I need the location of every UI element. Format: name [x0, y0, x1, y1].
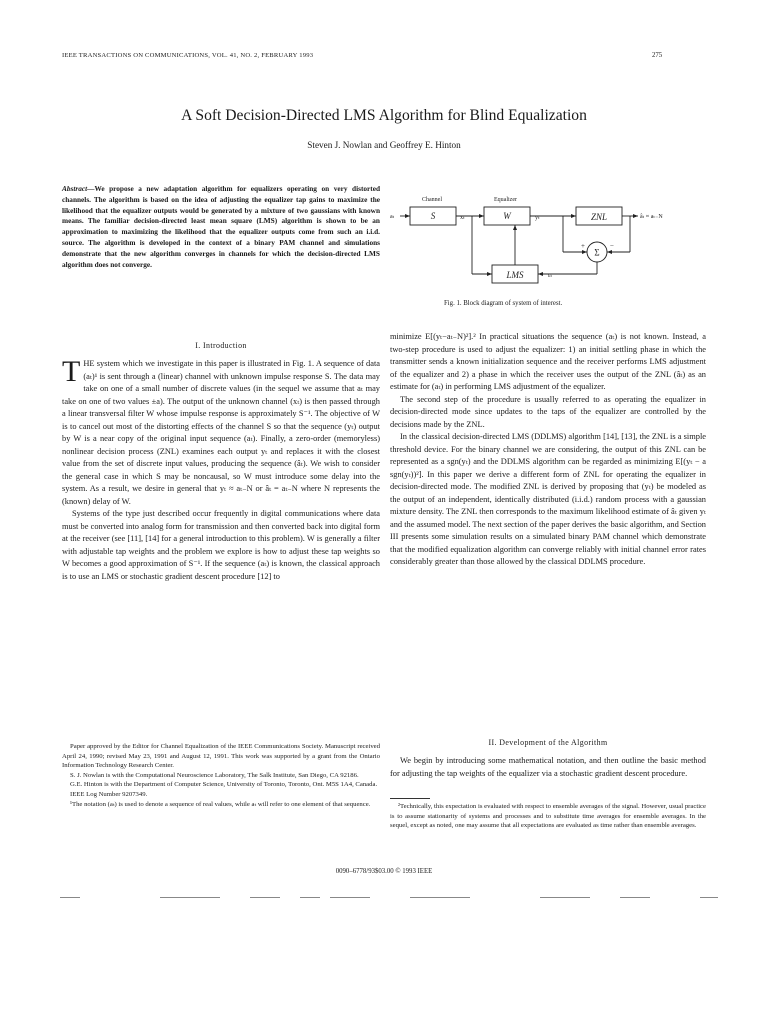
label-w: W: [503, 211, 511, 221]
copyright-footer: 0090–6778/93$03.00 © 1993 IEEE: [335, 868, 433, 875]
abstract: [62, 184, 380, 270]
scan-artifact: [250, 897, 280, 898]
footnote-2: [390, 802, 706, 831]
label-minus: −: [610, 242, 614, 250]
dropcap: T: [62, 355, 81, 388]
scan-artifact: [60, 897, 80, 898]
footnote-2-text: ²Technically, this expectation is evaluated with respect to ensemble averages of the signal. However, usual practice is to assume stationarity of systems and processes and to substitute time averages for ensemble averages. In the sequel, except as noted, one may assume that all expectations are evaluated as time rather than ensemble averages.: [390, 803, 706, 830]
label-s: S: [430, 211, 436, 221]
section-heading-1: I. Introduction: [195, 341, 247, 350]
footnotes-left: [62, 742, 380, 809]
intro-paragraph-1: [62, 355, 380, 508]
label-at: aₜ: [390, 214, 395, 220]
label-output: âₜ ≈ aₜ₋N: [640, 214, 663, 220]
label-channel: Channel: [422, 197, 442, 203]
scan-artifact: [410, 897, 470, 898]
footnote-rule: [390, 798, 430, 799]
right-paragraph-3: In the classical decision-directed LMS (DDLMS) algorithm [14], [13], the ZNL is a simple threshold device. For the binary channel we are considering, the output of this ZNL can be represented as a sgn(yₜ) and the DDLMS algorithm can be regarded as minimizing E[(yₜ − a sgn(yₜ))²]. In this paper we derive a different form of ZNL for operating the equalizer in decision-directed mode. The modified ZNL is derived by proposing that (yₜ) be modeled as the output of an independent, identically distributed (i.i.d.) random process with a gaussian mixture density. The ZNL then corresponds to the maximum likelihood estimate of âₜ given yₜ and the assumed model. The next section of the paper derives the basic algorithm, and Section III presents some simulation results on a simulated binary PAM channel which demonstrate that the modified equalization algorithm can converge reliably with initial channel error rates considerably greater than those allowed by the classical DDLMS procedure.: [390, 432, 706, 566]
label-yt: yₜ: [535, 215, 540, 221]
intro-body: [62, 355, 380, 583]
figure-caption: Fig. 1. Block diagram of system of interest.: [444, 300, 563, 307]
page-number: 275: [652, 52, 663, 59]
footnote-hinton: G.E. Hinton is with the Department of Computer Science, University of Toronto, Toronto, Ont. M5S 1A4, Canada.: [70, 781, 378, 789]
intro-paragraph-2: Systems of the type just described occur frequently in digital communications where data must be converted into analog form for transmission and then converted back into digital form at the receiver (see [11], [14] for a general introduction to this problem). W is generally a filter with adjustable tap weights and the problem we explore is how to adjust these tap weights so W becomes a good approximation of S⁻¹. If the sequence (aₜ) is known, the classical approach is to use an LMS or stochastic gradient descent procedure [12] to: [62, 509, 380, 581]
section-heading-2: II. Development of the Algorithm: [488, 738, 608, 747]
scan-artifact: [160, 897, 220, 898]
abstract-text: —We propose a new adaptation algorithm for equalizers operating on very distorted channels. The algorithm is based on the idea of adjusting the equalizer tap gains to maximize the likelihood that the equalizer outputs would be generated by a mixture of two gaussians with known means. The familiar decision-directed least mean square (LMS) algorithm is shown to be an approximation to maximizing the likelihood that the equalizer outputs come from such an i.i.d. source. The algorithm is developed in the context of a binary PAM channel and simulations demonstrate that the new algorithm converges in channels for which the decision-directed LMS algorithm does not converge.: [62, 184, 380, 269]
paper-title: A Soft Decision-Directed LMS Algorithm for Blind Equalization: [181, 107, 587, 124]
label-equalizer: Equalizer: [494, 197, 517, 203]
label-plus: +: [581, 242, 585, 250]
footnote-editor: Paper approved by the Editor for Channel Equalization of the IEEE Communications Society. Manuscript received April 24, 1990; revised May 23, 1991 and August 12, 1991. This work was supported by a grant from the Ontario Information Technology Research Center.: [62, 743, 380, 770]
label-sigma: Σ: [594, 247, 600, 258]
right-column-body: [390, 331, 706, 569]
label-znl: ZNL: [590, 212, 608, 222]
scan-artifact: [700, 897, 718, 898]
scan-artifact: [300, 897, 320, 898]
label-lms: LMS: [506, 270, 524, 280]
footnote-1: ¹The notation (aₜ) is used to denote a sequence of real values, while aₜ will refer to one element of that sequence.: [70, 800, 371, 808]
paper-authors: Steven J. Nowlan and Geoffrey E. Hinton: [307, 140, 461, 150]
section2-paragraph-1: We begin by introducing some mathematical notation, and then outline the basic method for adjusting the tap weights of the equalizer via a stochastic gradient descent procedure.: [390, 756, 706, 778]
right-paragraph-2: The second step of the procedure is usually referred to as operating the equalizer in decision-directed mode since updates to the taps of the equalizer are controlled by the decisions made by the ZNL.: [390, 394, 706, 429]
footnote-log: IEEE Log Number 9207349.: [70, 790, 148, 798]
scan-artifact: [540, 897, 590, 898]
scan-artifact: [620, 897, 650, 898]
section2-body: [390, 755, 706, 780]
intro-paragraph-1-text: HE system which we investigate in this paper is illustrated in Fig. 1. A sequence of data (aₜ)¹ is sent through a (linear) channel with unknown impulse response S. The data may take on one of a small number of discrete values (in the sequel we assume that aₜ may take on one of two values ±a). The output of the unknown channel (xₜ) is then passed through a linear transversal filter W whose impulse response is approximately S⁻¹. The objective of W is to cancel out most of the distorting effects of the channel S so that the sequence (yₜ) output by W is a near copy of the original input sequence (aₜ). Finally, a zero-order (memoryless) nonlinear decision process (ZNL) examines each output yₜ and replaces it with the closest value from the set of discrete input values, producing the sequence (âₜ). We wish to consider the general case in which S may be noncausal, so W must introduce some delay into the system. As a result, we desire in general that yₜ ≈ aₜ₋N or âₜ = aₜ₋N where N represents the (known) delay of W.: [62, 359, 380, 506]
running-head: IEEE TRANSACTIONS ON COMMUNICATIONS, VOL. 41, NO. 2, FEBRUARY 1993: [62, 52, 314, 59]
abstract-lead: Abstract: [62, 184, 88, 193]
label-et: εₜ: [548, 273, 553, 279]
label-xt: xₜ: [460, 215, 465, 221]
footnote-nowlan: S. J. Nowlan is with the Computational Neuroscience Laboratory, The Salk Institute, San Diego, CA 92186.: [70, 771, 359, 779]
block-diagram: [388, 186, 718, 292]
scan-artifact: [330, 897, 370, 898]
right-paragraph-1: minimize E[(yₜ−aₜ₋N)²].² In practical situations the sequence (aₜ) is not known. Instead, a two-step procedure is used to adjust the equalizer: 1) an initial settling phase in which the transmitter sends a known initialization sequence and the receiver performs LMS adjustment of the equalizer and 2) a phase in which the receiver uses the output of the ZNL (âₜ) as an estimate for (aₜ) in performing LMS adjustment of the equalizer.: [390, 332, 706, 391]
